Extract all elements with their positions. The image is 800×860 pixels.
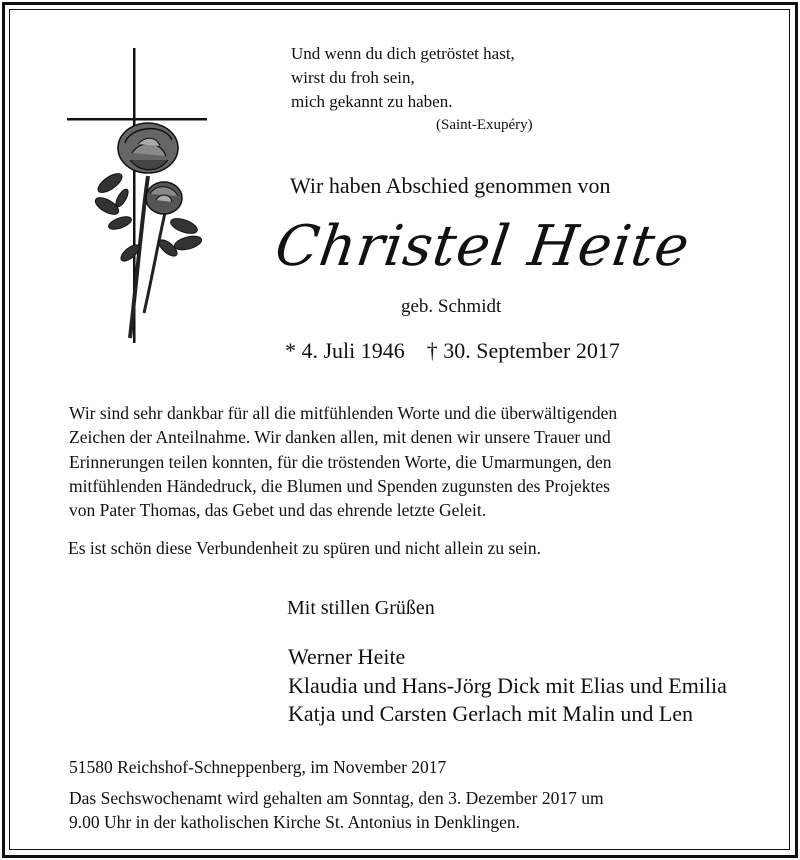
quote-line: mich gekannt zu haben.: [291, 92, 453, 111]
death-date: † 30. September 2017: [426, 338, 620, 363]
paragraph-line: mitfühlenden Händedruck, die Blumen und Spenden zugunsten des Projektes: [69, 475, 610, 496]
signer: Katja und Carsten Gerlach mit Malin und Len: [288, 701, 694, 726]
service-notice: [69, 786, 604, 834]
closing-sentence: Es ist schön diese Verbundenheit zu spüren und nicht allein zu sein.: [68, 538, 542, 558]
paragraph-line: Zeichen der Anteilnahme. Wir danken allen, mit denen wir unsere Trauer und: [69, 427, 611, 448]
rose-bloom-icon: [118, 123, 178, 173]
place-date: 51580 Reichshof-Schneppenberg, im November 2017: [69, 757, 447, 777]
paragraph-line: von Pater Thomas, das Gebet und das ehrende letzte Geleit.: [69, 500, 487, 521]
birth-date: * 4. Juli 1946: [285, 338, 405, 363]
rose-bloom-icon: [146, 182, 182, 214]
cross-horizontal-beam: [67, 118, 207, 121]
life-dates: [285, 338, 620, 364]
signers-list: [288, 643, 727, 729]
quote-line: wirst du froh sein,: [291, 68, 415, 87]
quote-line: Und wenn du dich getröstet hast,: [291, 44, 515, 63]
cross-rose-illustration: [60, 48, 220, 348]
epigraph-quote: [291, 42, 515, 114]
service-line: 9.00 Uhr in der katholischen Kirche St. Antonius in Denklingen.: [69, 812, 521, 832]
signer: Klaudia und Hans-Jörg Dick mit Elias und Emilia: [288, 672, 727, 698]
greeting: Mit stillen Grüßen: [287, 597, 435, 619]
paragraph-line: Wir sind sehr dankbar für all die mitfühlenden Worte und die überwältigenden: [69, 403, 618, 423]
signer: Werner Heite: [288, 644, 406, 669]
birth-name: geb. Schmidt: [401, 296, 502, 317]
quote-source: (Saint-Exupéry): [436, 117, 533, 133]
thanks-paragraph: [69, 401, 709, 522]
farewell-heading: Wir haben Abschied genommen von: [290, 173, 611, 198]
rose-stem-icon: [144, 213, 165, 313]
service-line: Das Sechswochenamt wird gehalten am Sonntag, den 3. Dezember 2017 um: [69, 788, 604, 808]
deceased-name: Christel Heite: [271, 214, 694, 279]
paragraph-line: Erinnerungen teilen konnten, für die tröstenden Worte, die Umarmungen, den: [69, 451, 612, 472]
